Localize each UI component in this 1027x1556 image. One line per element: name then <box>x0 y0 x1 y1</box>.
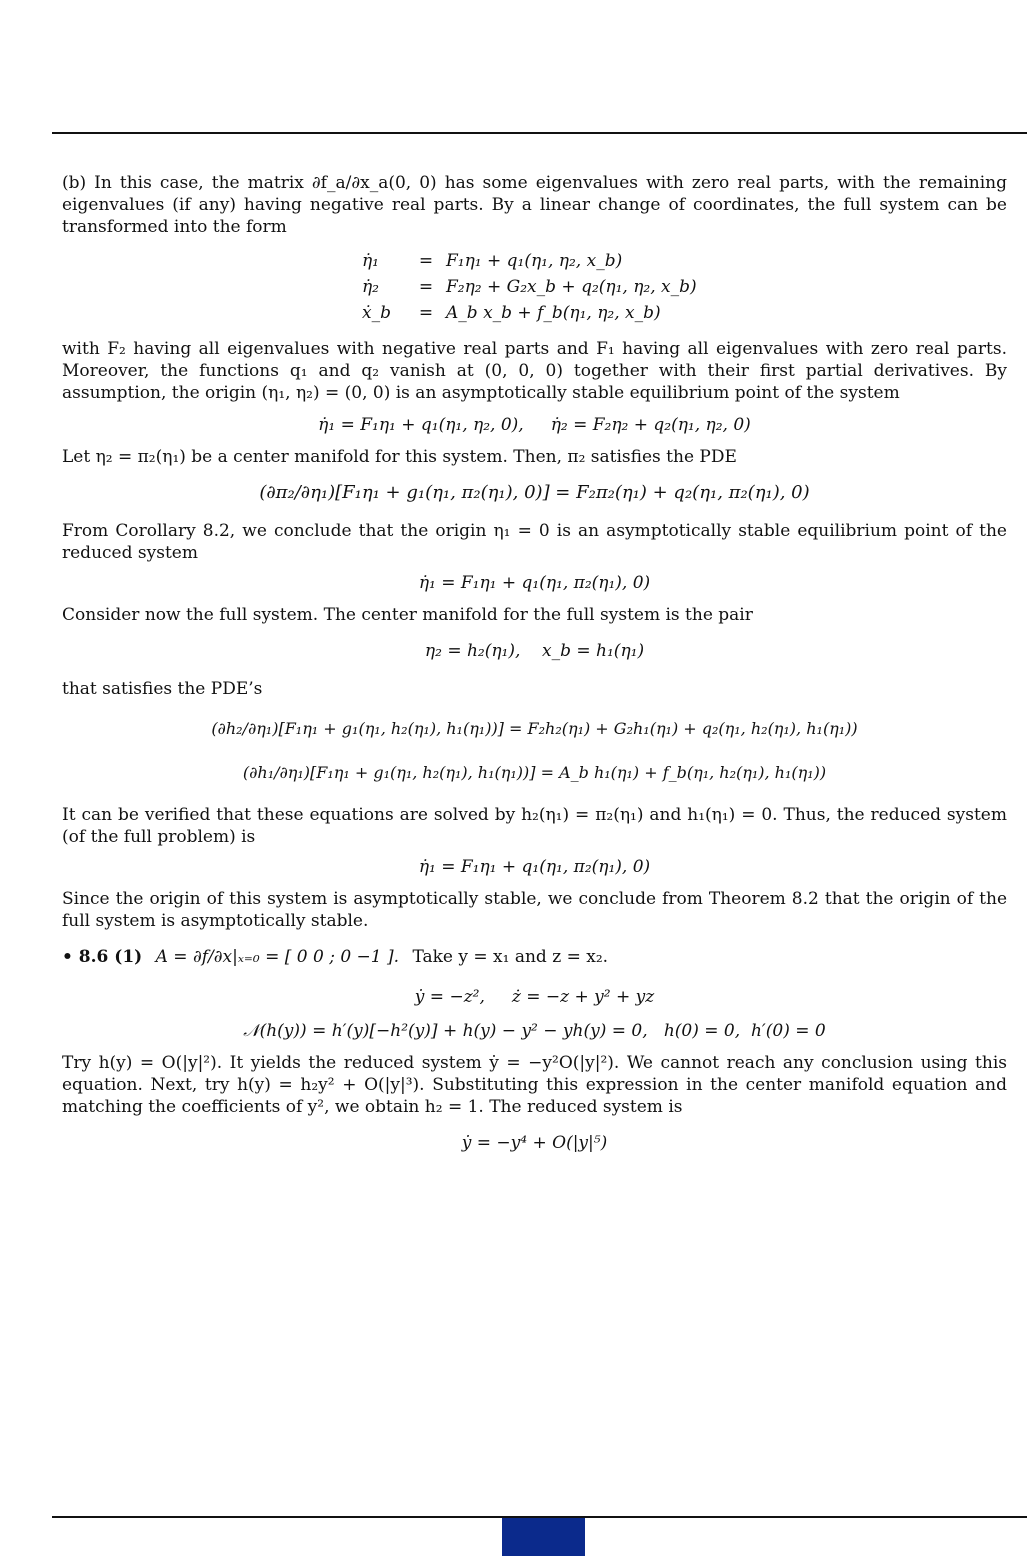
equation-rhs: A_b x_b + f_b(η₁, η₂, x_b) <box>446 303 661 323</box>
equation: η̇₁ = F₁η₁ + q₁(η₁, π₂(η₁), 0) <box>418 857 651 877</box>
equation-rhs: F₂η₂ + G₂x_b + q₂(η₁, η₂, x_b) <box>446 277 697 297</box>
equation: η̇₁ = F₁η₁ + q₁(η₁, η₂, 0), η̇₂ = F₂η₂ + q₂(η₁, η₂, 0) <box>318 415 751 435</box>
paragraph: It can be verified that these equations are solved by h₂(η₁) = π₂(η₁) and h₁(η₁) = 0. Thus, the reduced system (of the full problem) is <box>62 805 1007 847</box>
equation: 𝒩(h(y)) = h′(y)[−h²(y)] + h(y) − y² − yh(y) = 0, h(0) = 0, h′(0) = 0 <box>243 1021 826 1041</box>
top-rule <box>52 132 1027 134</box>
paragraph: Try h(y) = O(|y|²). It yields the reduced system ẏ = −y²O(|y|²). We cannot reach any conclusion using this equation. Next, try h(y) = h₂y² + O(|y|³). Substituting this expression in the center manifold equation and matching the coefficients of y², we obtain h₂ = 1. The reduced system is <box>62 1053 1007 1117</box>
equation-lhs: η̇₁ <box>362 251 379 271</box>
equation: (∂h₂/∂η₁)[F₁η₁ + g₁(η₁, h₂(η₁), h₁(η₁))] = F₂h₂(η₁) + G₂h₁(η₁) + q₂(η₁, h₂(η₁), h₁(η₁)) <box>211 719 858 738</box>
equation-row: η̇₂ = F₂η₂ + G₂x_b + q₂(η₁, η₂, x_b) <box>362 277 697 297</box>
equation: ẏ = −y⁴ + O(|y|⁵) <box>461 1133 608 1153</box>
equation-lhs: ẋ_b <box>362 303 391 323</box>
exercise-label: • 8.6 (1) <box>62 947 143 967</box>
paragraph: Since the origin of this system is asymptotically stable, we conclude from Theorem 8.2 that the origin of the full system is asymptotically stable. <box>62 889 1007 931</box>
equation: (∂π₂/∂η₁)[F₁η₁ + g₁(η₁, π₂(η₁), 0)] = F₂π₂(η₁) + q₂(η₁, π₂(η₁), 0) <box>259 482 810 503</box>
equation-system <box>362 248 1007 326</box>
paragraph: From Corollary 8.2, we conclude that the origin η₁ = 0 is an asymptotically stable equilibrium point of the reduced system <box>62 521 1007 563</box>
paragraph: with F₂ having all eigenvalues with negative real parts and F₁ having all eigenvalues with zero real parts. Moreover, the functions q₁ and q₂ vanish at (0, 0, 0) together with their first partial derivatives. By assumption, the origin (η₁, η₂) = (0, 0) is an asymptotically stable equilibrium point of the system <box>62 339 1007 403</box>
paragraph: that satisfies the PDE’s <box>62 679 263 699</box>
page-content <box>62 172 1007 1164</box>
matrix-expression: A = ∂f/∂x|ₓ₌₀ = [ 0 0 ; 0 −1 ]. <box>155 947 400 967</box>
paragraph: (b) In this case, the matrix ∂f_a/∂x_a(0, 0) has some eigenvalues with zero real parts, with the remaining eigenvalues (if any) having negative real parts. By a linear change of coordinates, the full system can be transformed into the form <box>62 173 1007 237</box>
equation-lhs: η̇₂ <box>362 277 379 297</box>
exercise-text: Take y = x₁ and z = x₂. <box>412 947 609 967</box>
paragraph: Consider now the full system. The center manifold for the full system is the pair <box>62 605 753 625</box>
equation: η₂ = h₂(η₁), x_b = h₁(η₁) <box>424 641 645 661</box>
page-number-tab <box>502 1518 585 1556</box>
paragraph: Let η₂ = π₂(η₁) be a center manifold for this system. Then, π₂ satisfies the PDE <box>62 447 737 467</box>
equation: η̇₁ = F₁η₁ + q₁(η₁, π₂(η₁), 0) <box>418 573 651 593</box>
exercise-line <box>62 946 1007 968</box>
equation: ẏ = −z², ż = −z + y² + yz <box>414 987 655 1007</box>
equation-row: ẋ_b = A_b x_b + f_b(η₁, η₂, x_b) <box>362 303 661 323</box>
equation: (∂h₁/∂η₁)[F₁η₁ + g₁(η₁, h₂(η₁), h₁(η₁))] = A_b h₁(η₁) + f_b(η₁, h₂(η₁), h₁(η₁)) <box>242 763 827 782</box>
equation-row: η̇₁ = F₁η₁ + q₁(η₁, η₂, x_b) <box>362 251 623 271</box>
equation-rhs: F₁η₁ + q₁(η₁, η₂, x_b) <box>446 251 623 271</box>
